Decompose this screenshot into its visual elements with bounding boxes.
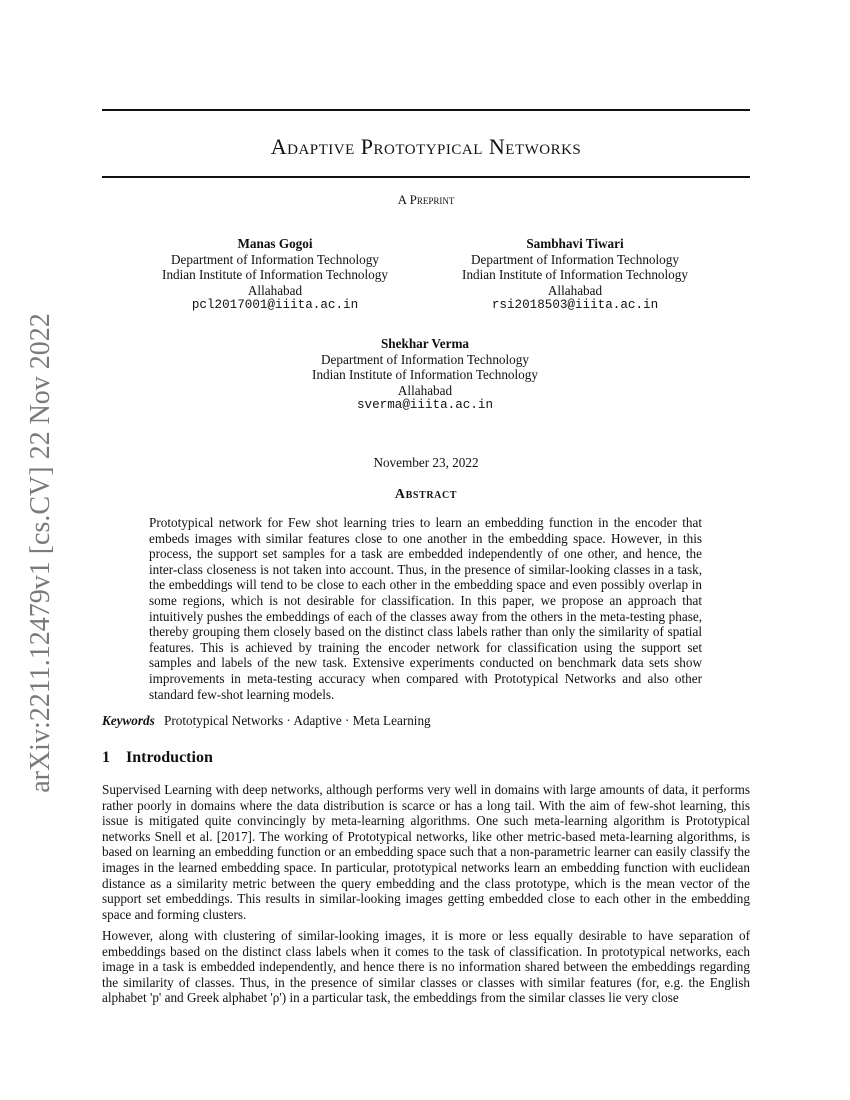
keywords-text: Prototypical Networks · Adaptive · Meta Learning xyxy=(164,713,431,728)
author-block-1 xyxy=(150,236,400,314)
author-department: Department of Information Technology xyxy=(321,351,529,367)
intro-paragraph-2: However, along with clustering of similar-looking images, it is more or less equally desirable to have separation of embeddings based on the distinct class labels when it comes to the task of classification. In prototypical networks, each image in a task is embedded independently, and hence there is no information shared between the embeddings regarding the similarity of classes. Thus, in the presence of similar classes or classes with similar features (for, e.g. the English alphabet 'p' and Greek alphabet 'ρ') in a particular task, the embeddings from the similar classes lie very close xyxy=(102,928,750,1006)
abstract-heading: Abstract xyxy=(394,487,458,502)
title-bottom-rule xyxy=(102,176,750,178)
author-name: Sambhavi Tiwari xyxy=(526,236,624,251)
author-city: Allahabad xyxy=(547,282,603,298)
author-institute: Indian Institute of Information Technology xyxy=(462,267,688,282)
author-email[interactable]: sverma@iiita.ac.in xyxy=(356,398,494,412)
abstract-text: Prototypical network for Few shot learning tries to learn an embedding function in the encoder that embeds images with similar features close to one another in the embedding space. However, in this process, the support set samples for a task are embedded independently of one other, and hence, the inter-class closeness is not taken into account. Thus, in the presence of similar-looking classes in a task, the embeddings will tend to be close to each other in the embedding space and even possibly overlap in some regions, which is not desirable for classification. In this paper, we propose an approach that intuitively pushes the embeddings of each of the classes away from the others in the meta-testing phase, thereby grouping them closely based on the distinct class labels rather than only the similarity of spatial features. This is achieved by training the encoder network for classification using the support set samples and labels of the new task. Extensive experiments conducted on benchmark data sets show improvements in meta-testing accuracy when compared with Prototypical Networks and also other standard few-shot learning models. xyxy=(149,515,702,702)
author-institute: Indian Institute of Information Technology xyxy=(312,367,538,382)
paper-title: Adaptive Prototypical Networks xyxy=(270,134,582,159)
keywords-line xyxy=(102,713,431,729)
author-email[interactable]: rsi2018503@iiita.ac.in xyxy=(491,298,659,312)
author-city: Allahabad xyxy=(397,382,453,398)
author-city: Allahabad xyxy=(247,282,303,298)
author-department: Department of Information Technology xyxy=(471,251,679,267)
keywords-label: Keywords xyxy=(102,713,155,728)
author-department: Department of Information Technology xyxy=(171,251,379,267)
author-name: Manas Gogoi xyxy=(237,236,313,251)
section-heading-introduction xyxy=(102,749,213,767)
author-name: Shekhar Verma xyxy=(380,336,470,351)
author-email[interactable]: pcl2017001@iiita.ac.in xyxy=(191,298,359,312)
arxiv-sidebar-id: arXiv:2211.12479v1 [cs.CV] 22 Nov 2022 xyxy=(25,313,56,793)
section-number: 1 xyxy=(102,749,110,766)
author-institute: Indian Institute of Information Technology xyxy=(162,267,388,282)
preprint-label: A Preprint xyxy=(397,192,455,207)
section-title: Introduction xyxy=(126,749,213,766)
publication-date: November 23, 2022 xyxy=(373,455,479,470)
title-top-rule xyxy=(102,109,750,111)
intro-paragraph-1: Supervised Learning with deep networks, although performs very well in domains with large amounts of data, it performs rather poorly in domains where the data distribution is scarce or has a long tail. With the aim of few-shot learning, this issue is mitigated quite convincingly by meta-learning algorithms. One such meta-learning algorithm is Prototypical networks Snell et al. [2017]. The working of Prototypical networks, like other metric-based meta-learning algorithms, is based on learning an embedding function or an embedding space such that a non-parametric learner can easily classify the images in the learned embedding space. In particular, prototypical networks learn an embedding function with euclidean distance as a similarity metric between the query embedding and the class prototype, which is the mean vector of the support set embeddings. This results in similar-looking images getting embedded close to each other in the embedding space and forming clusters. xyxy=(102,782,750,922)
author-block-3 xyxy=(300,336,550,414)
author-block-2 xyxy=(450,236,700,314)
